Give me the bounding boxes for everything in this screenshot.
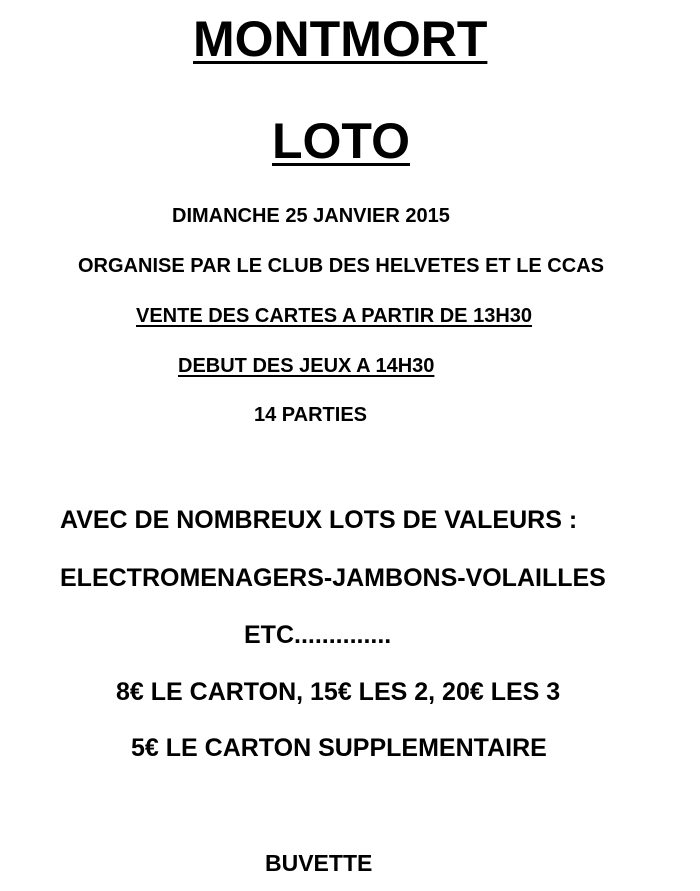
extra-card-price: 5€ LE CARTON SUPPLEMENTAIRE <box>131 734 547 762</box>
card-prices: 8€ LE CARTON, 15€ LES 2, 20€ LES 3 <box>116 678 561 706</box>
town-title: MONTMORT <box>193 11 488 67</box>
games-start-time: DEBUT DES JEUX A 14H30 <box>178 355 435 377</box>
prizes-heading: AVEC DE NOMBREUX LOTS DE VALEURS : <box>60 506 578 534</box>
prizes-etc: ETC.............. <box>244 621 392 649</box>
prizes-list: ELECTROMENAGERS-JAMBONS-VOLAILLES <box>60 564 606 592</box>
games-count: 14 PARTIES <box>254 404 367 426</box>
card-sale-time: VENTE DES CARTES A PARTIR DE 13H30 <box>136 305 533 327</box>
event-title: LOTO <box>272 113 410 169</box>
organizer-text: ORGANISE PAR LE CLUB DES HELVETES ET LE CCAS <box>78 255 604 277</box>
refreshments-text: BUVETTE <box>265 850 373 876</box>
event-date: DIMANCHE 25 JANVIER 2015 <box>172 205 450 227</box>
